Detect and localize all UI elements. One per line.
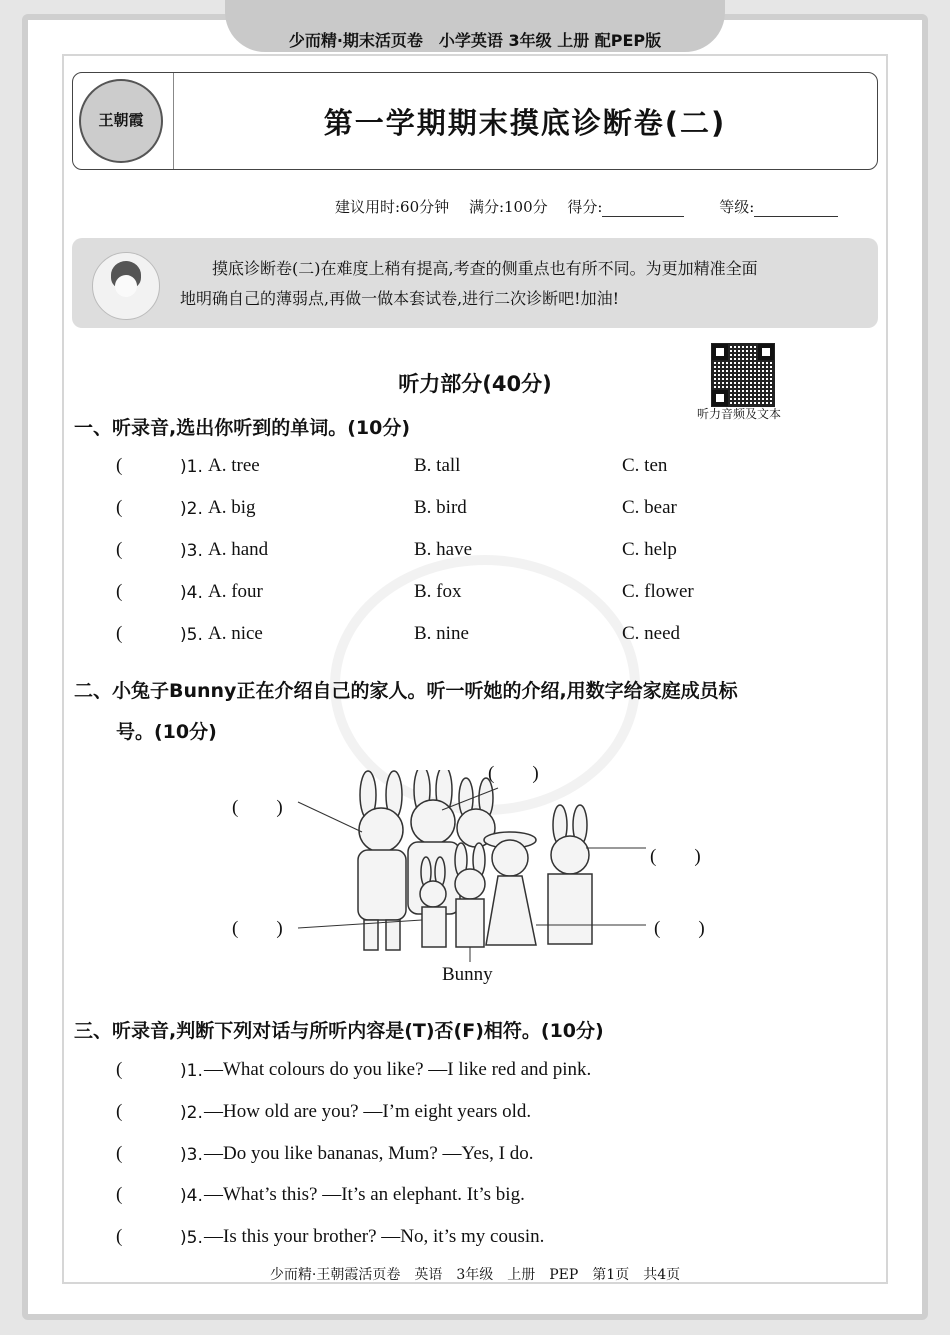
got-label: 得分:	[567, 198, 603, 216]
part3-heading: 三、听录音,判断下列对话与所听内容是(T)否(F)相符。(10分)	[74, 1020, 604, 1042]
intro-line-1: 摸底诊断卷(二)在难度上稍有提高,考查的侧重点也有所不同。为更加精准全面	[212, 259, 758, 278]
option-a: A. big	[208, 497, 256, 518]
option-b: B. tall	[414, 455, 461, 476]
label-blank-brother[interactable]: ( )	[232, 918, 283, 939]
label-blank-mum[interactable]: ( )	[654, 918, 705, 939]
score-label: 满分:100分	[468, 198, 548, 216]
intro-box	[72, 238, 878, 328]
dialogue-text: —What’s this? —It’s an elephant. It’s big.	[204, 1184, 525, 1205]
bunny-label: Bunny	[442, 964, 493, 985]
option-c: C. bear	[622, 497, 677, 518]
item-number: )3.	[180, 541, 203, 561]
part2-heading-line2: 号。(10分)	[116, 721, 217, 743]
item-number: )5.	[180, 1228, 203, 1248]
listening-section-title: 听力部分(40分)	[398, 372, 552, 396]
item-number: )1.	[180, 457, 203, 477]
bunny-family-illustration	[290, 770, 670, 965]
item-number: )2.	[180, 1103, 203, 1123]
intro-text	[180, 254, 862, 314]
intro-line-2: 地明确自己的薄弱点,再做一做本套试卷,进行二次诊断吧!加油!	[180, 289, 620, 308]
option-c: C. need	[622, 623, 681, 644]
score-blank[interactable]	[602, 200, 684, 217]
option-a: A. four	[208, 581, 263, 602]
item-number: )4.	[180, 583, 203, 603]
option-c: C. help	[622, 539, 677, 560]
grade-blank[interactable]	[754, 200, 838, 217]
item-number: )1.	[180, 1061, 203, 1081]
option-b: B. fox	[414, 581, 462, 602]
qr-code-icon[interactable]	[711, 343, 775, 407]
dialogue-text: —What colours do you like? —I like red and pink.	[204, 1059, 592, 1080]
part1-heading: 一、听录音,选出你听到的单词。(10分)	[74, 417, 411, 439]
dialogue-text: —Is this your brother? —No, it’s my cousin.	[204, 1226, 545, 1247]
time-label: 建议用时:60分钟	[335, 198, 450, 216]
item-number: )4.	[180, 1186, 203, 1206]
option-b: B. bird	[414, 497, 467, 518]
option-a: A. tree	[208, 455, 260, 476]
item-number: )3.	[180, 1145, 203, 1165]
label-blank-grandpa[interactable]: ( )	[488, 763, 539, 784]
item-number: )2.	[180, 499, 203, 519]
label-blank-sister[interactable]: ( )	[650, 846, 701, 867]
grade-label: 等级:	[719, 198, 755, 216]
option-a: A. hand	[208, 539, 269, 560]
logo-text: 王朝霞	[98, 111, 144, 129]
title-box	[72, 72, 878, 170]
option-c: C. flower	[622, 581, 694, 602]
option-c: C. ten	[622, 455, 668, 476]
dialogue-text: —How old are you? —I’m eight years old.	[204, 1101, 532, 1122]
item-number: )5.	[180, 625, 203, 645]
page-footer: 少而精·王朝霞活页卷 英语 3年级 上册 PEP 第1页 共4页	[269, 1267, 681, 1283]
label-blank-dad[interactable]: ( )	[232, 797, 283, 818]
page-title: 第一学期期末摸底诊断卷(二)	[323, 106, 727, 140]
exam-info	[335, 196, 838, 217]
girl-avatar-icon	[92, 252, 160, 320]
part2-heading-line1: 二、小兔子Bunny正在介绍自己的家人。听一听她的介绍,用数字给家庭成员标	[74, 680, 738, 702]
header-tab	[225, 0, 725, 52]
option-a: A. nice	[208, 623, 263, 644]
qr-caption: 听力音频及文本	[697, 407, 782, 421]
publisher-logo	[79, 79, 163, 163]
header-tab-text: 少而精·期末活页卷 小学英语 3年级 上册 配PEP版	[288, 31, 662, 50]
option-b: B. nine	[414, 623, 469, 644]
dialogue-text: —Do you like bananas, Mum? —Yes, I do.	[204, 1143, 534, 1164]
option-b: B. have	[414, 539, 473, 560]
